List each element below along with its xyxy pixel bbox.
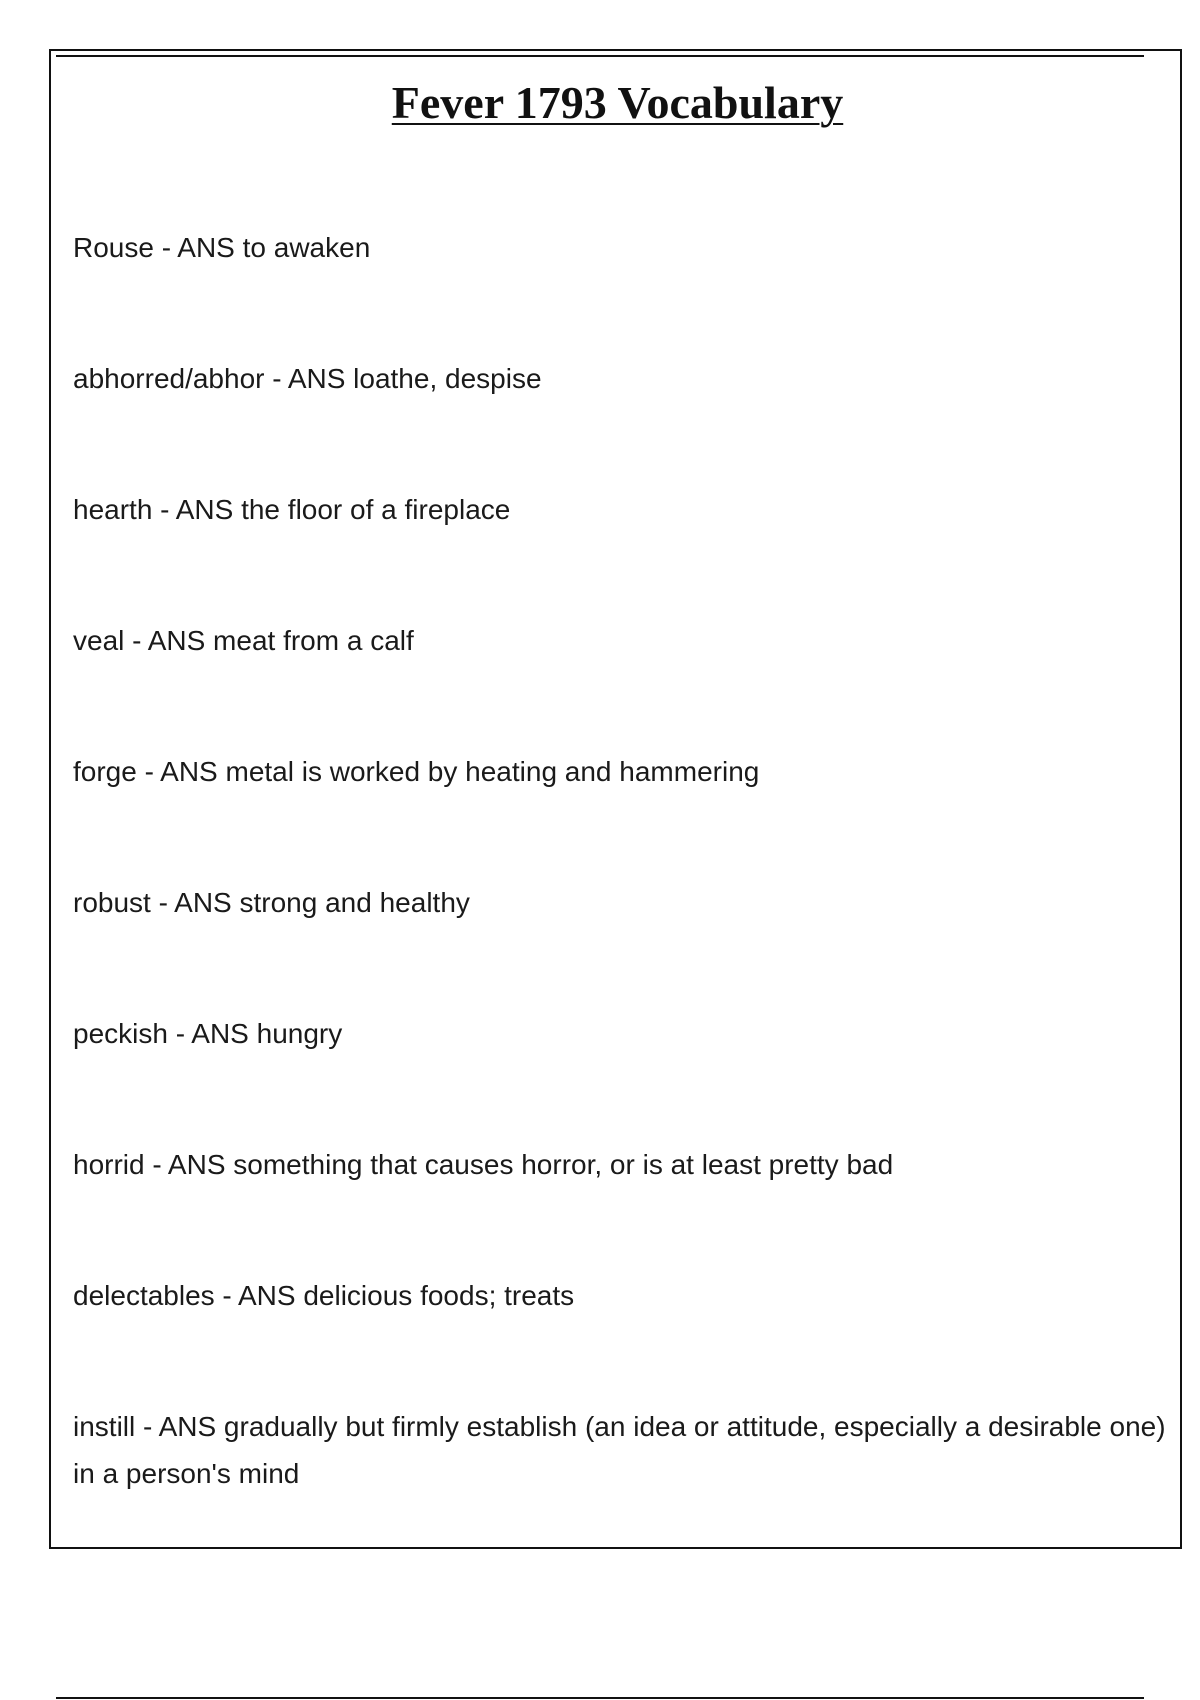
- vocabulary-entry: instill - ANS gradually but firmly establish (an idea or attitude, especially a desirable one) in a person's mind: [73, 1411, 1166, 1489]
- document-title: Fever 1793 Vocabulary: [391, 77, 844, 128]
- vocabulary-entry: Rouse - ANS to awaken: [73, 232, 371, 263]
- vocabulary-entry: peckish - ANS hungry: [73, 1018, 343, 1049]
- bottom-rule-divider: [56, 1697, 1144, 1699]
- vocabulary-entry: hearth - ANS the floor of a fireplace: [73, 494, 511, 525]
- vocabulary-entry: horrid - ANS something that causes horror, or is at least pretty bad: [73, 1149, 894, 1180]
- vocabulary-entry: veal - ANS meat from a calf: [73, 625, 414, 656]
- vocabulary-entry: delectables - ANS delicious foods; treats: [73, 1280, 575, 1311]
- vocabulary-entry: abhorred/abhor - ANS loathe, despise: [73, 363, 542, 394]
- vocabulary-entry: robust - ANS strong and healthy: [73, 887, 470, 918]
- vocabulary-list: [73, 224, 1173, 1581]
- top-rule-divider: [56, 55, 1144, 57]
- vocabulary-entry: forge - ANS metal is worked by heating and hammering: [73, 756, 760, 787]
